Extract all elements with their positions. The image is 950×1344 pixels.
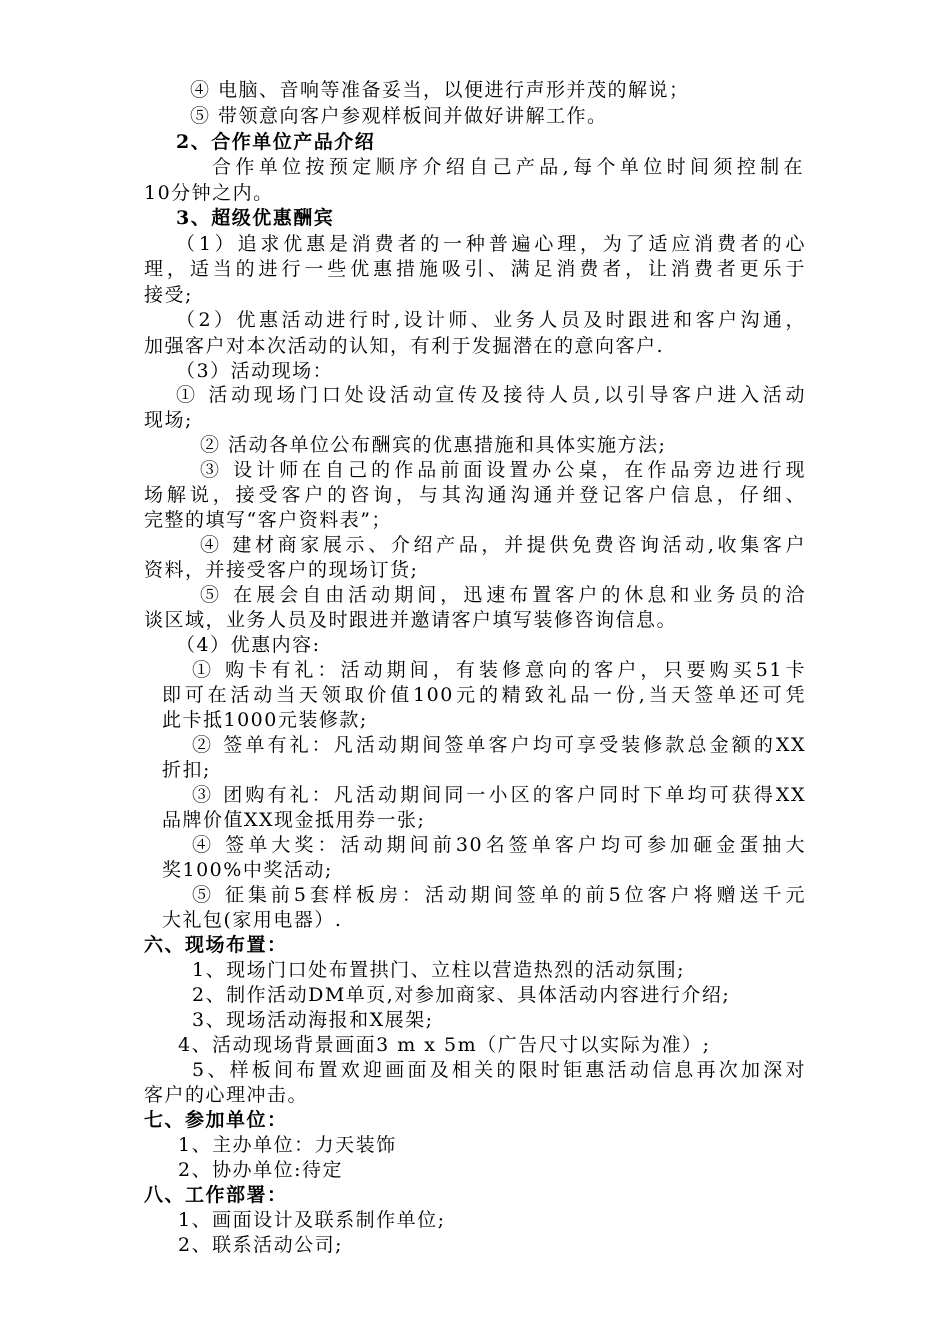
text-line: 谈区域，业务人员及时跟进并邀请客户填写装修咨询信息。 — [144, 609, 678, 631]
section-heading: 2、合作单位产品介绍 — [176, 131, 376, 153]
text-line: ② 活动各单位公布酬宾的优惠措施和具体实施方法; — [200, 434, 667, 456]
text-line: 奖100%中奖活动; — [162, 859, 333, 881]
text-line: ③ 团购有礼：凡活动期间同一小区的客户同时下单均可获得XX — [192, 784, 806, 806]
section-heading: 3、超级优惠酬宾 — [176, 207, 335, 229]
section-heading: 七、参加单位： — [144, 1109, 288, 1131]
text-line: 此卡抵1000元装修款; — [162, 709, 368, 731]
text-line: ④ 电脑、音响等准备妥当，以便进行声形并茂的解说； — [190, 79, 690, 101]
text-line: 1、现场门口处布置拱门、立柱以营造热烈的活动氛围; — [192, 959, 685, 981]
text-line: 即可在活动当天领取价值100元的精致礼品一份,当天签单还可凭 — [162, 684, 806, 706]
section-heading: 六、现场布置： — [144, 934, 288, 956]
text-line: 完整的填写“客户资料表”； — [144, 509, 392, 531]
text-line: （2）优惠活动进行时,设计师、业务人员及时跟进和客户沟通， — [176, 309, 806, 331]
text-line: ② 签单有礼：凡活动期间签单客户均可享受装修款总金额的XX — [192, 734, 806, 756]
text-line: 资料，并接受客户的现场订货; — [144, 559, 419, 581]
text-line: 5、样板间布置欢迎画面及相关的限时钜惠活动信息再次加深对 — [192, 1059, 806, 1081]
text-line: 合作单位按预定顺序介绍自己产品,每个单位时间须控制在 — [212, 156, 804, 178]
text-line: 1、主办单位：力天装饰 — [178, 1134, 397, 1156]
text-line: 客户的心理冲击。 — [144, 1084, 309, 1106]
text-line: 10分钟之内。 — [144, 182, 274, 204]
text-line: ③ 设计师在自己的作品前面设置办公桌，在作品旁边进行现 — [200, 459, 806, 481]
text-line: 2、协办单位:待定 — [178, 1159, 343, 1181]
text-line: ① 购卡有礼：活动期间，有装修意向的客户，只要购买51卡 — [192, 659, 806, 681]
text-line: 2、联系活动公司; — [178, 1234, 343, 1256]
text-line: 折扣; — [162, 759, 211, 781]
text-line: ⑤ 带领意向客户参观样板间并做好讲解工作。 — [190, 105, 608, 127]
text-line: ⑤ 征集前5套样板房：活动期间签单的前5位客户将赠送千元 — [192, 884, 806, 906]
text-line: ⑤ 在展会自由活动期间，迅速布置客户的休息和业务员的洽 — [200, 584, 806, 606]
text-line: 1、画面设计及联系制作单位; — [178, 1209, 446, 1231]
text-line: 加强客户对本次活动的认知，有利于发掘潜在的意向客户. — [144, 335, 665, 357]
text-line: （4）优惠内容: — [176, 634, 321, 656]
text-line: 理，适当的进行一些优惠措施吸引、满足消费者，让消费者更乐于 — [144, 258, 806, 280]
text-line: ④ 建材商家展示、介绍产品，并提供免费咨询活动,收集客户 — [200, 534, 806, 556]
text-line: 场解说，接受客户的咨询，与其沟通沟通并登记客户信息，仔细、 — [144, 484, 806, 506]
text-line: 大礼包(家用电器）. — [162, 909, 343, 931]
text-line: ① 活动现场门口处设活动宣传及接待人员,以引导客户进入活动 — [176, 384, 806, 406]
text-line: 接受; — [144, 284, 193, 306]
text-line: 现场; — [144, 409, 193, 431]
text-line: ④ 签单大奖：活动期间前30名签单客户均可参加砸金蛋抽大 — [192, 834, 806, 856]
text-line: （1）追求优惠是消费者的一种普遍心理，为了适应消费者的心 — [176, 233, 806, 255]
text-line: （3）活动现场： — [176, 360, 334, 382]
section-heading: 八、工作部署： — [144, 1184, 288, 1206]
text-line: 品牌价值XX现金抵用券一张; — [162, 809, 426, 831]
text-line: 4、活动现场背景画面3 m x 5m（广告尺寸以实际为准）; — [178, 1034, 711, 1056]
text-line: 3、现场活动海报和X展架; — [192, 1009, 434, 1031]
text-line: 2、制作活动DM单页,对参加商家、具体活动内容进行介绍; — [192, 984, 731, 1006]
